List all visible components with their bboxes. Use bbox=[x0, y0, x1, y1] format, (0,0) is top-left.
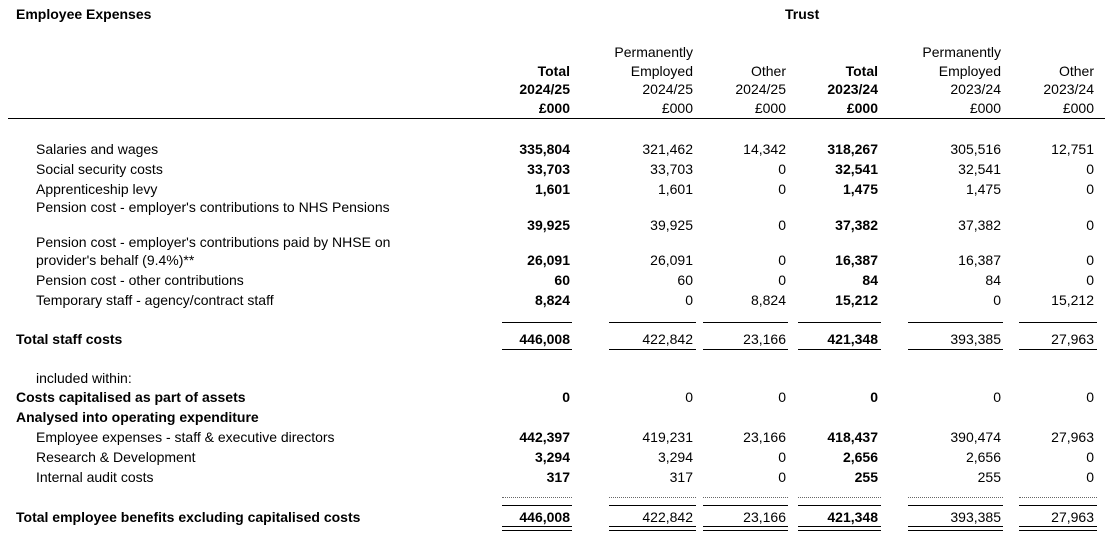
column-header-line: 2024/25 bbox=[642, 81, 693, 97]
row-label: Apprenticeship levy bbox=[36, 181, 158, 197]
dotted-rule bbox=[908, 497, 1003, 498]
value-cell: 2,656 bbox=[965, 449, 1001, 465]
value-cell: 305,516 bbox=[950, 141, 1001, 157]
value-cell: 418,437 bbox=[827, 429, 878, 445]
value-cell: 321,462 bbox=[642, 141, 693, 157]
value-cell: 0 bbox=[1086, 252, 1094, 268]
final-total-double-rule bbox=[908, 526, 1003, 531]
value-cell: 318,267 bbox=[827, 141, 878, 157]
final-total-top-rule bbox=[1019, 505, 1097, 506]
value-cell: 16,387 bbox=[835, 252, 878, 268]
value-cell: 23,166 bbox=[743, 429, 786, 445]
column-header-line: 2023/24 bbox=[1043, 81, 1094, 97]
value-cell: 317 bbox=[546, 469, 570, 485]
value-cell: 26,091 bbox=[527, 252, 570, 268]
subtotal-rule bbox=[609, 322, 696, 323]
value-cell: 3,294 bbox=[534, 449, 570, 465]
row-label: included within: bbox=[36, 370, 132, 386]
value-cell: 15,212 bbox=[1051, 292, 1094, 308]
row-label: Research & Development bbox=[36, 449, 196, 465]
total-rule bbox=[1019, 349, 1097, 350]
column-header-line: 2024/25 bbox=[735, 81, 786, 97]
value-cell: 1,475 bbox=[965, 181, 1001, 197]
value-cell: 3,294 bbox=[657, 449, 693, 465]
value-cell: 1,601 bbox=[657, 181, 693, 197]
total-rule bbox=[908, 349, 1003, 350]
value-cell: 0 bbox=[1086, 181, 1094, 197]
subtotal-rule bbox=[502, 322, 572, 323]
value-cell: 15,212 bbox=[835, 292, 878, 308]
row-label: Social security costs bbox=[36, 161, 163, 177]
value-cell: 27,963 bbox=[1051, 429, 1094, 445]
final-total-top-rule bbox=[798, 505, 881, 506]
value-cell: 12,751 bbox=[1051, 141, 1094, 157]
final-total-top-rule bbox=[703, 505, 788, 506]
column-header-line: 2023/24 bbox=[827, 81, 878, 97]
column-header-line: Employed bbox=[938, 62, 1001, 79]
value-cell: 84 bbox=[862, 272, 878, 288]
dotted-rule bbox=[1019, 497, 1097, 498]
value-cell: 255 bbox=[854, 469, 878, 485]
subtotal-rule bbox=[908, 322, 1003, 323]
column-header-line: £000 bbox=[538, 99, 570, 116]
row-label: Pension cost - employer's contributions to NHS Pensions bbox=[36, 199, 390, 215]
final-total-double-rule bbox=[1019, 526, 1097, 531]
value-cell: 0 bbox=[685, 389, 693, 405]
value-cell: 32,541 bbox=[958, 161, 1001, 177]
dotted-rule bbox=[703, 497, 788, 498]
value-cell: 2,656 bbox=[842, 449, 878, 465]
value-cell: 0 bbox=[778, 389, 786, 405]
total-rule bbox=[798, 349, 881, 350]
page-title: Employee Expenses bbox=[16, 6, 152, 22]
value-cell: 446,008 bbox=[519, 509, 570, 525]
column-header-line: 2023/24 bbox=[950, 81, 1001, 97]
header-separator bbox=[8, 118, 1105, 119]
value-cell: 0 bbox=[778, 449, 786, 465]
subtotal-rule bbox=[703, 322, 788, 323]
column-header-line: Permanently bbox=[614, 44, 693, 60]
value-cell: 0 bbox=[1086, 161, 1094, 177]
value-cell: 23,166 bbox=[743, 509, 786, 525]
value-cell: 23,166 bbox=[743, 331, 786, 347]
row-label: Pension cost - other contributions bbox=[36, 272, 244, 288]
dotted-rule bbox=[502, 497, 572, 498]
final-total-double-rule bbox=[798, 526, 881, 531]
value-cell: 84 bbox=[985, 272, 1001, 288]
value-cell: 60 bbox=[554, 272, 570, 288]
value-cell: 27,963 bbox=[1051, 509, 1094, 525]
column-header-line: £000 bbox=[969, 99, 1001, 116]
value-cell: 393,385 bbox=[950, 331, 1001, 347]
column-header-line: £000 bbox=[846, 99, 878, 116]
value-cell: 26,091 bbox=[650, 252, 693, 268]
value-cell: 1,475 bbox=[842, 181, 878, 197]
row-label: provider's behalf (9.4%)** bbox=[36, 252, 195, 268]
value-cell: 0 bbox=[685, 292, 693, 308]
value-cell: 422,842 bbox=[642, 509, 693, 525]
row-label: Costs capitalised as part of assets bbox=[16, 389, 246, 405]
value-cell: 0 bbox=[870, 389, 878, 405]
value-cell: 0 bbox=[778, 252, 786, 268]
value-cell: 421,348 bbox=[827, 509, 878, 525]
value-cell: 33,703 bbox=[650, 161, 693, 177]
value-cell: 8,824 bbox=[534, 292, 570, 308]
row-label: Total employee benefits excluding capitalised costs bbox=[16, 509, 361, 525]
value-cell: 0 bbox=[1086, 389, 1094, 405]
value-cell: 39,925 bbox=[527, 217, 570, 233]
column-header-line: £000 bbox=[661, 99, 693, 116]
value-cell: 446,008 bbox=[519, 331, 570, 347]
value-cell: 0 bbox=[1086, 469, 1094, 485]
column-header-line: Employed bbox=[630, 62, 693, 79]
value-cell: 39,925 bbox=[650, 217, 693, 233]
value-cell: 32,541 bbox=[835, 161, 878, 177]
value-cell: 419,231 bbox=[642, 429, 693, 445]
column-header-line: Permanently bbox=[922, 44, 1001, 60]
total-rule bbox=[502, 349, 572, 350]
value-cell: 0 bbox=[1086, 449, 1094, 465]
value-cell: 0 bbox=[778, 217, 786, 233]
total-rule bbox=[703, 349, 788, 350]
row-label: Internal audit costs bbox=[36, 469, 154, 485]
value-cell: 0 bbox=[993, 292, 1001, 308]
group-header-trust: Trust bbox=[785, 6, 820, 22]
final-total-double-rule bbox=[703, 526, 788, 531]
total-rule bbox=[609, 349, 696, 350]
value-cell: 33,703 bbox=[527, 161, 570, 177]
dotted-rule bbox=[609, 497, 696, 498]
value-cell: 422,842 bbox=[642, 331, 693, 347]
final-total-top-rule bbox=[908, 505, 1003, 506]
final-total-double-rule bbox=[502, 526, 572, 531]
row-label: Pension cost - employer's contributions paid by NHSE on bbox=[36, 234, 391, 250]
value-cell: 0 bbox=[778, 272, 786, 288]
value-cell: 421,348 bbox=[827, 331, 878, 347]
column-header-line: Total bbox=[537, 62, 570, 79]
column-header-line: £000 bbox=[1062, 99, 1094, 116]
value-cell: 0 bbox=[778, 469, 786, 485]
value-cell: 335,804 bbox=[519, 141, 570, 157]
value-cell: 0 bbox=[993, 389, 1001, 405]
value-cell: 37,382 bbox=[958, 217, 1001, 233]
value-cell: 393,385 bbox=[950, 509, 1001, 525]
value-cell: 317 bbox=[669, 469, 693, 485]
column-header-line: Total bbox=[845, 62, 878, 79]
value-cell: 0 bbox=[778, 181, 786, 197]
value-cell: 60 bbox=[677, 272, 693, 288]
row-label: Salaries and wages bbox=[36, 141, 159, 157]
value-cell: 1,601 bbox=[534, 181, 570, 197]
column-header-line: 2024/25 bbox=[519, 81, 570, 97]
value-cell: 16,387 bbox=[958, 252, 1001, 268]
value-cell: 0 bbox=[778, 161, 786, 177]
column-header-line: Other bbox=[750, 62, 786, 79]
value-cell: 0 bbox=[562, 389, 570, 405]
value-cell: 442,397 bbox=[519, 429, 570, 445]
subtotal-rule bbox=[798, 322, 881, 323]
value-cell: 37,382 bbox=[835, 217, 878, 233]
row-label: Analysed into operating expenditure bbox=[16, 409, 259, 425]
row-label: Total staff costs bbox=[16, 331, 123, 347]
value-cell: 0 bbox=[1086, 272, 1094, 288]
value-cell: 8,824 bbox=[750, 292, 786, 308]
row-label: Employee expenses - staff & executive directors bbox=[36, 429, 335, 445]
column-header-line: Other bbox=[1058, 62, 1094, 79]
final-total-top-rule bbox=[502, 505, 572, 506]
final-total-double-rule bbox=[609, 526, 696, 531]
column-header-line: £000 bbox=[754, 99, 786, 116]
final-total-top-rule bbox=[609, 505, 696, 506]
dotted-rule bbox=[798, 497, 881, 498]
value-cell: 390,474 bbox=[950, 429, 1001, 445]
value-cell: 14,342 bbox=[743, 141, 786, 157]
value-cell: 0 bbox=[1086, 217, 1094, 233]
value-cell: 255 bbox=[977, 469, 1001, 485]
subtotal-rule bbox=[1019, 322, 1097, 323]
value-cell: 27,963 bbox=[1051, 331, 1094, 347]
row-label: Temporary staff - agency/contract staff bbox=[36, 292, 274, 308]
